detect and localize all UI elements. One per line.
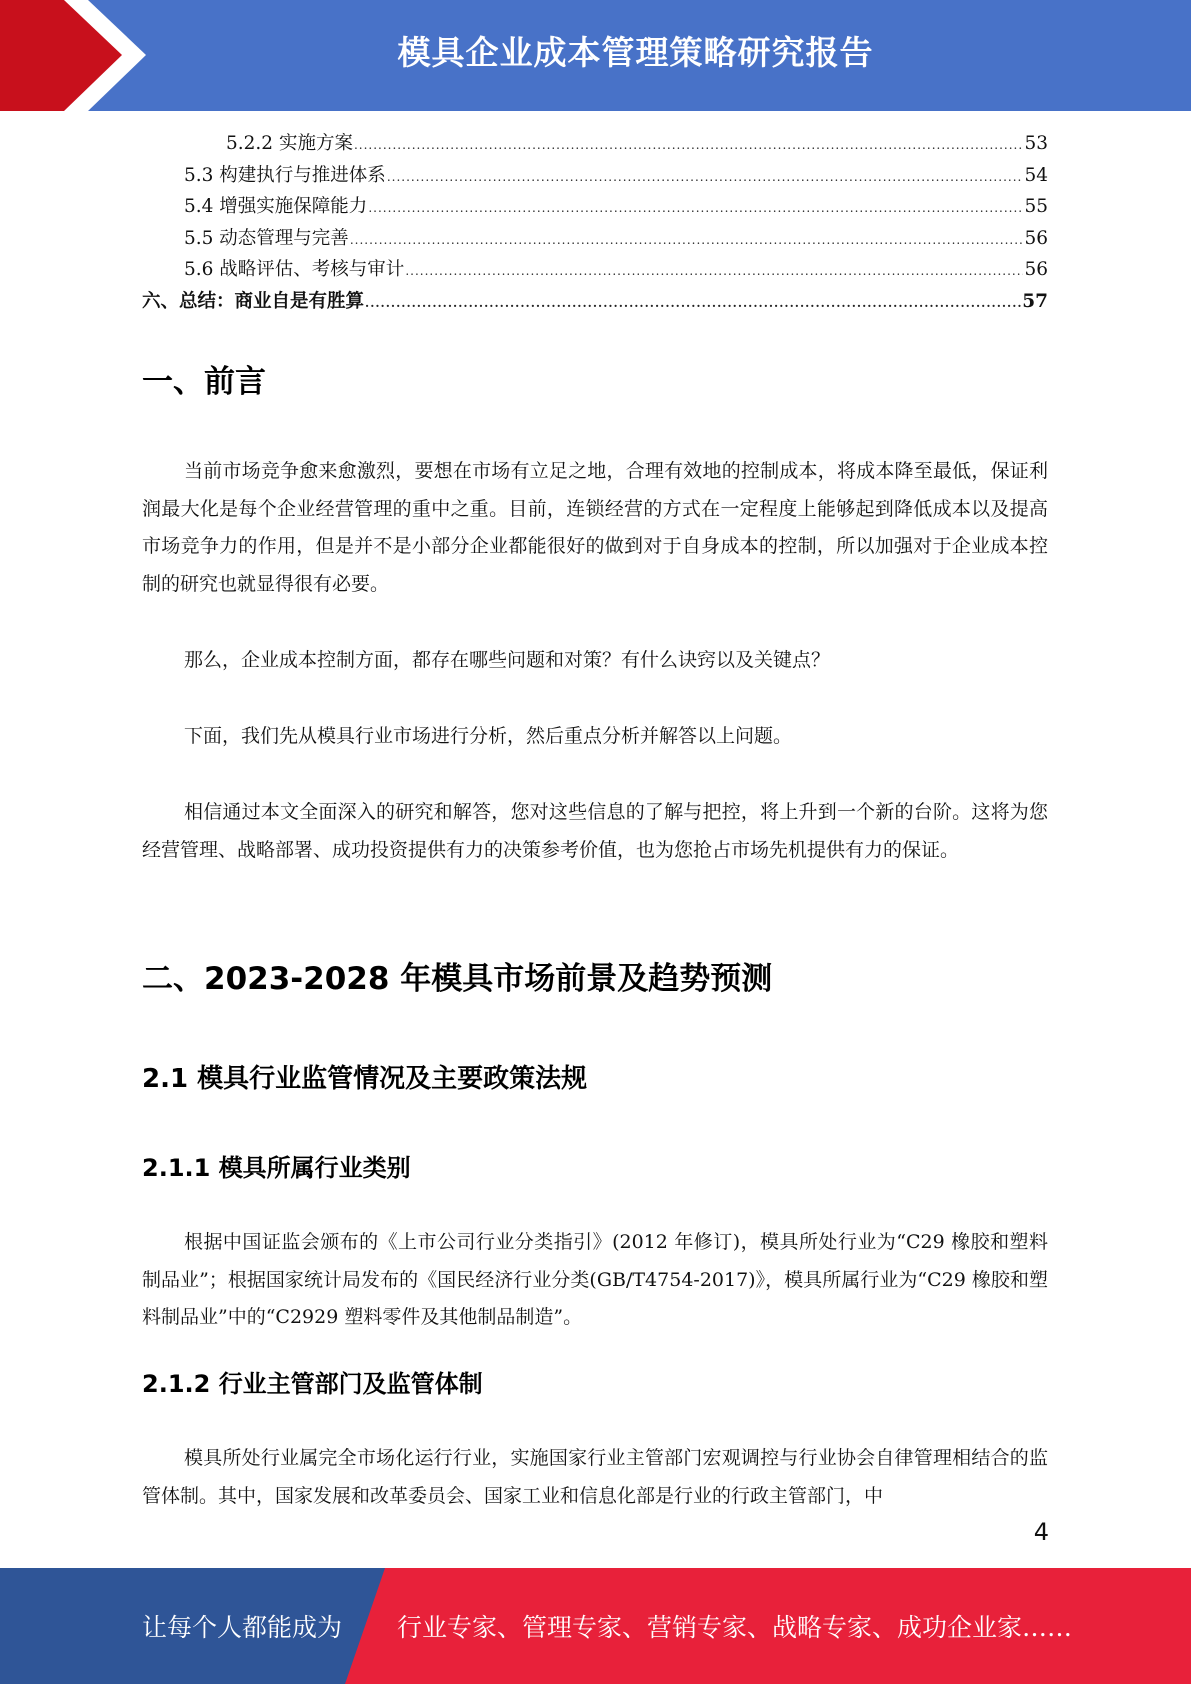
section-heading-preface: 一、前言 [142, 364, 266, 400]
footer-slogan-right: 行业专家、管理专家、营销专家、战略专家、成功企业家…… [397, 1613, 1073, 1642]
subsection-heading: 2.1 模具行业监管情况及主要政策法规 [142, 1064, 588, 1094]
section-heading-market-forecast: 二、2023-2028 年模具市场前景及趋势预测 [142, 961, 773, 997]
footer-banner [0, 1568, 1191, 1684]
toc-page-number: 55 [1024, 196, 1048, 217]
toc-dot-leader [405, 256, 1023, 288]
toc-entry-title: 5.2.2 实施方案 [226, 133, 353, 154]
paragraph: 相信通过本文全面深入的研究和解答，您对这些信息的了解与把控，将上升到一个新的台阶。这将为您经营管理、战略部署、成功投资提供有力的决策参考价值，也为您抢占市场先机提供有力的保证。 [142, 801, 1048, 861]
toc-dot-leader [387, 162, 1024, 194]
toc-dot-leader [354, 130, 1024, 162]
toc-entry[interactable] [142, 128, 1048, 160]
toc-page-number: 54 [1024, 164, 1048, 186]
subsection-heading: 2.1.2 行业主管部门及监管体制 [142, 1370, 483, 1398]
header-banner [0, 0, 1191, 111]
table-of-contents [142, 128, 1048, 317]
toc-entry-title: 六、总结：商业自是有胜算 [142, 290, 365, 312]
header-arrow-decoration [0, 0, 150, 111]
toc-dot-leader [368, 193, 1023, 225]
footer-slogan-left: 让每个人都能成为 [142, 1613, 343, 1642]
toc-page-number: 56 [1024, 259, 1048, 280]
toc-dot-leader [350, 225, 1024, 257]
paragraph: 模具所处行业属完全市场化运行行业，实施国家行业主管部门宏观调控与行业协会自律管理相结合的监管体制。其中，国家发展和改革委员会、国家工业和信息化部是行业的行政主管部门，中 [142, 1447, 1048, 1507]
paragraph: 下面，我们先从模具行业市场进行分析，然后重点分析并解答以上问题。 [184, 725, 793, 747]
toc-entry-title: 5.3 构建执行与推进体系 [184, 164, 386, 186]
paragraph: 那么，企业成本控制方面，都存在哪些问题和对策？有什么诀窍以及关键点？ [184, 649, 831, 671]
toc-page-number: 56 [1024, 227, 1048, 249]
subsection-heading: 2.1.1 模具所属行业类别 [142, 1154, 411, 1182]
toc-entry-title: 5.6 战略评估、考核与审计 [184, 259, 405, 280]
toc-entry[interactable] [142, 160, 1048, 192]
toc-page-number: 53 [1024, 133, 1048, 154]
toc-page-number: 57 [1022, 290, 1048, 312]
toc-entry[interactable] [142, 191, 1048, 223]
toc-entry[interactable] [142, 286, 1048, 318]
paragraph: 根据中国证监会颁布的《上市公司行业分类指引》(2012 年修订)，模具所处行业为“C29 橡胶和塑料制品业”；根据国家统计局发布的《国民经济行业分类(GB/T4754-2017)》，模具所属行业为“C29 橡胶和塑料制品业”中的“C2929 塑料零件及其他制品制造”。 [142, 1231, 1048, 1328]
toc-entry-title: 5.5 动态管理与完善 [184, 227, 349, 249]
toc-entry-title: 5.4 增强实施保障能力 [184, 196, 368, 217]
page-number: 4 [1033, 1518, 1049, 1546]
document-title: 模具企业成本管理策略研究报告 [397, 32, 874, 72]
paragraph: 当前市场竞争愈来愈激烈，要想在市场有立足之地，合理有效地的控制成本，将成本降至最低，保证利润最大化是每个企业经营管理的重中之重。目前，连锁经营的方式在一定程度上能够起到降低成本以及提高市场竞争力的作用，但是并不是小部分企业都能很好的做到对于自身成本的控制，所以加强对于企业成本控制的研究也就显得很有必要。 [142, 460, 1048, 595]
toc-dot-leader [365, 288, 1021, 320]
toc-entry[interactable] [142, 223, 1048, 255]
toc-entry[interactable] [142, 254, 1048, 286]
